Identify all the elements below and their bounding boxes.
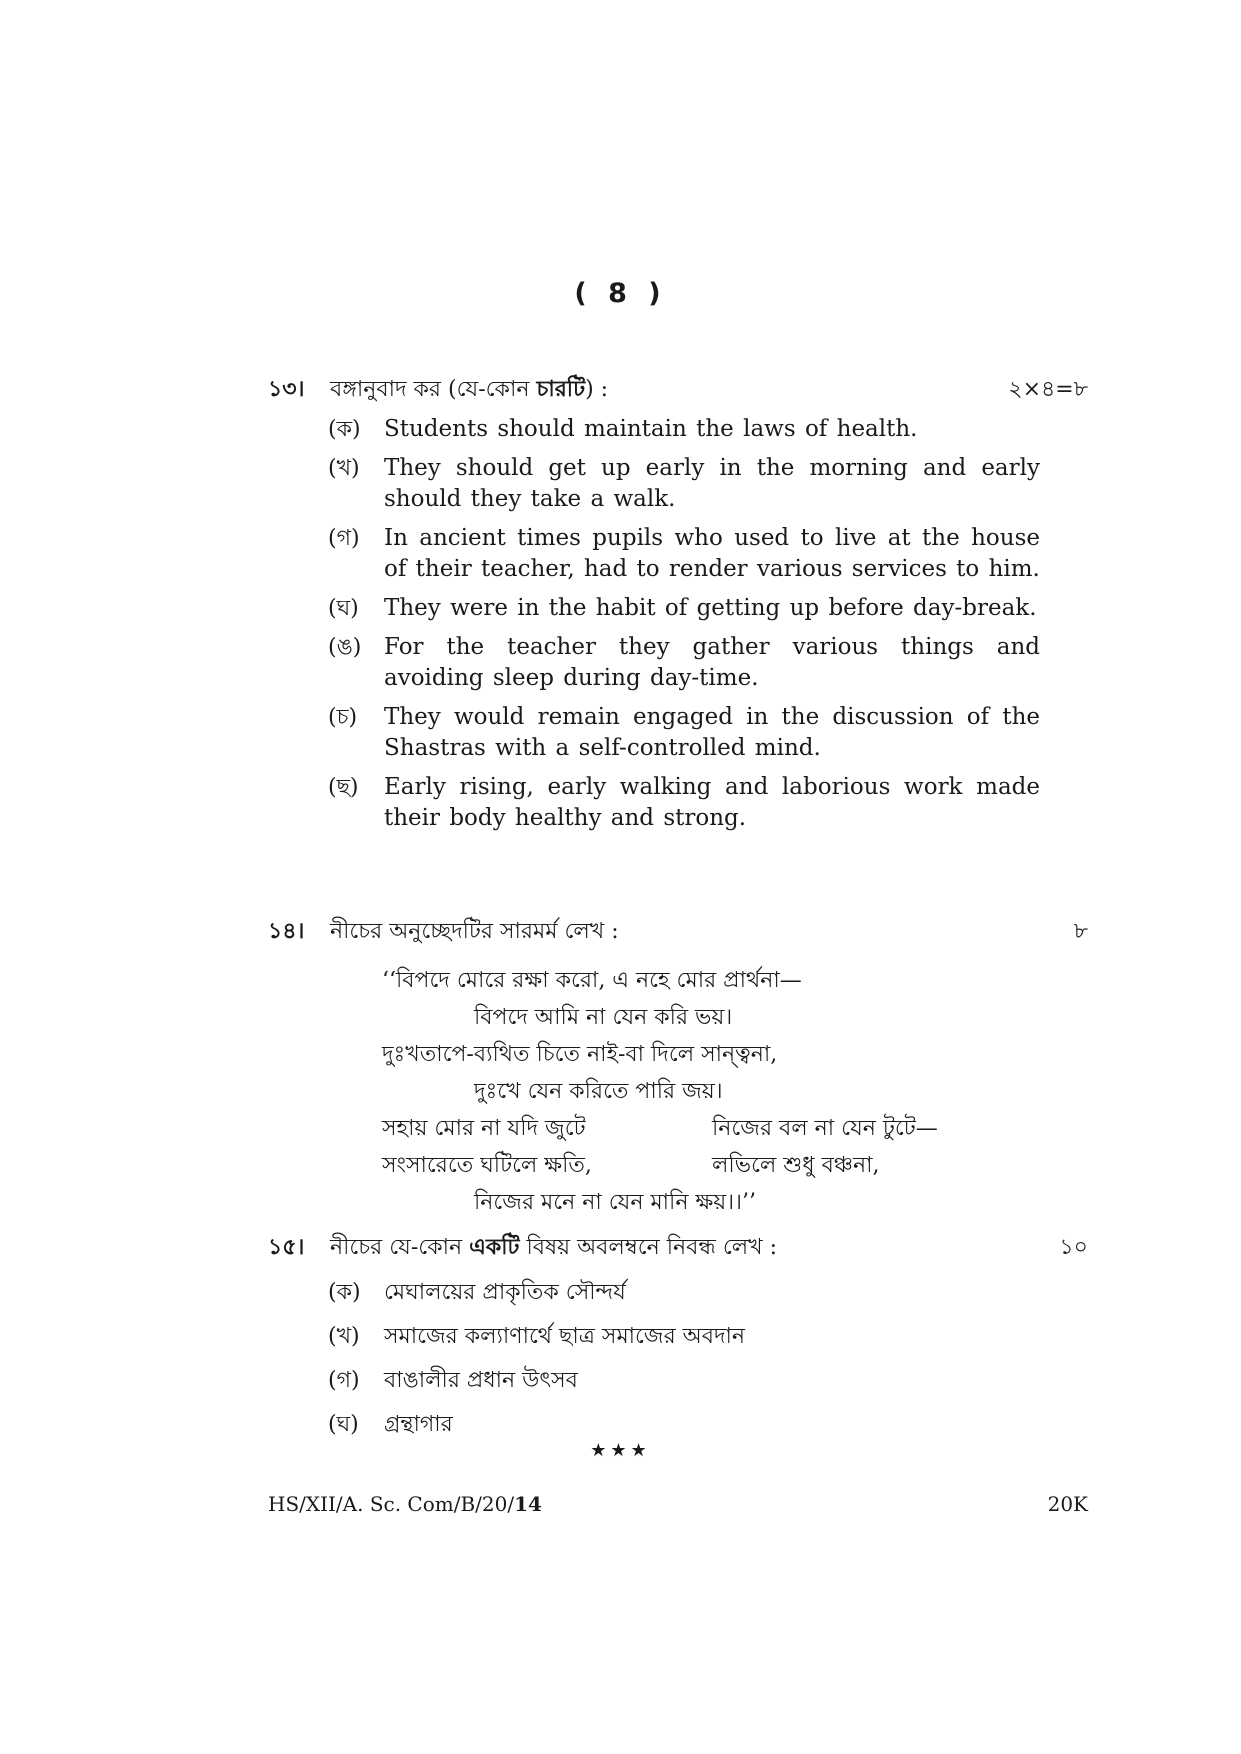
poem-line-text: বিপদে আমি না যেন করি ভয়।: [474, 1005, 733, 1030]
list-item: [328, 1366, 1040, 1396]
question-13-items: [328, 414, 1040, 842]
poem-line: [382, 1184, 1082, 1221]
instruction-bold: একটি: [469, 1234, 520, 1260]
poem-line: [382, 1147, 1082, 1184]
item-text: সমাজের কল্যাণার্থে ছাত্র সমাজের অবদান: [384, 1324, 746, 1349]
question-13-header: [268, 372, 1088, 402]
item-label: (গ): [328, 1368, 360, 1393]
poem-line-text: দুঃখতাপে-ব্যথিত চিতে নাই-বা দিলে সান্ত্বনা,: [382, 1042, 778, 1067]
item-text: Students should maintain the laws of health.: [384, 416, 918, 442]
item-text: They were in the habit of getting up before day-break.: [384, 595, 1037, 621]
poem: [382, 962, 1082, 1221]
footer-copies: 20K: [1047, 1492, 1088, 1516]
item-text: গ্রন্থাগার: [384, 1412, 453, 1437]
item-label: (খ): [328, 456, 360, 481]
item-label: (ঘ): [328, 1412, 359, 1437]
poem-line-text-right: লভিলে শুধু বঞ্চনা,: [712, 1153, 880, 1178]
item-text: বাঙালীর প্রধান উৎসব: [384, 1368, 578, 1393]
poem-line: [382, 1036, 1082, 1073]
list-item: [328, 1278, 1040, 1308]
poem-line-text: সহায় মোর না যদি জুটে: [382, 1116, 586, 1141]
item-label: (ঘ): [328, 596, 359, 621]
poem-line: [382, 1073, 1082, 1110]
question-number: ১৪।: [268, 918, 305, 944]
question-number: ১৩।: [268, 376, 305, 402]
list-item: [328, 1322, 1040, 1352]
instruction-text: বঙ্গানুবাদ কর (যে-কোন: [330, 377, 537, 402]
question-15-items: [328, 1278, 1040, 1454]
question-instruction: [330, 1230, 777, 1267]
instruction-text-end: ) :: [585, 377, 609, 402]
list-item: [328, 414, 1040, 445]
item-text: They would remain engaged in the discussion of the Shastras with a self-controlled mind.: [384, 704, 1040, 761]
poem-line-text: সংসারেতে ঘটিলে ক্ষতি,: [382, 1153, 592, 1178]
question-instruction: [330, 372, 608, 409]
question-marks: ১০: [1059, 1235, 1088, 1260]
item-text: Early rising, early walking and laborious work made their body healthy and strong.: [384, 774, 1040, 831]
list-item: [328, 1410, 1040, 1440]
list-item: [328, 772, 1040, 834]
item-label: (খ): [328, 1324, 360, 1349]
instruction-bold: চারটি: [536, 376, 586, 402]
list-item: [328, 593, 1040, 624]
footer-code-bold: 14: [514, 1492, 542, 1516]
instruction-text: নীচের যে-কোন: [330, 1235, 470, 1260]
question-number: ১৫।: [268, 1234, 305, 1260]
poem-line: [382, 1110, 1082, 1147]
poem-line-text: ‘‘বিপদে মোরে রক্ষা করো, এ নহে মোর প্রার্থনা—: [382, 968, 802, 993]
item-text: They should get up early in the morning and early should they take a walk.: [384, 455, 1040, 512]
end-stars: ★★★: [590, 1440, 651, 1461]
list-item: [328, 453, 1040, 515]
poem-line-text: নিজের মনে না যেন মানি ক্ষয়।।’’: [474, 1190, 756, 1215]
poem-line-text-right: নিজের বল না যেন টুটে—: [712, 1116, 938, 1141]
page-number: ( 8 ): [574, 278, 667, 309]
question-15-header: [268, 1230, 1088, 1260]
instruction-text-end: বিষয় অবলম্বনে নিবন্ধ লেখ :: [519, 1235, 778, 1260]
item-text: মেঘালয়ের প্রাকৃতিক সৌন্দর্য: [384, 1280, 626, 1305]
question-marks: ২×৪=৮: [1008, 377, 1088, 402]
list-item: [328, 523, 1040, 585]
item-label: (ঙ): [328, 635, 362, 660]
list-item: [328, 702, 1040, 764]
item-label: (ছ): [328, 775, 359, 800]
poem-line: [382, 962, 1082, 999]
list-item: [328, 632, 1040, 694]
item-label: (গ): [328, 526, 360, 551]
poem-line-text: দুঃখে যেন করিতে পারি জয়।: [474, 1079, 723, 1104]
item-label: (চ): [328, 705, 358, 730]
question-marks: ৮: [1073, 919, 1088, 944]
footer-code: [268, 1492, 542, 1516]
item-text: For the teacher they gather various things and avoiding sleep during day-time.: [384, 634, 1040, 691]
item-label: (ক): [328, 417, 361, 442]
item-label: (ক): [328, 1280, 361, 1305]
item-text: In ancient times pupils who used to live at the house of their teacher, had to render various services to him.: [384, 525, 1040, 582]
poem-line: [382, 999, 1082, 1036]
question-instruction: নীচের অনুচ্ছেদটির সারমর্ম লেখ :: [330, 919, 619, 944]
question-14-header: [268, 914, 1088, 944]
footer-code-text: HS/XII/A. Sc. Com/B/20/: [268, 1492, 515, 1516]
